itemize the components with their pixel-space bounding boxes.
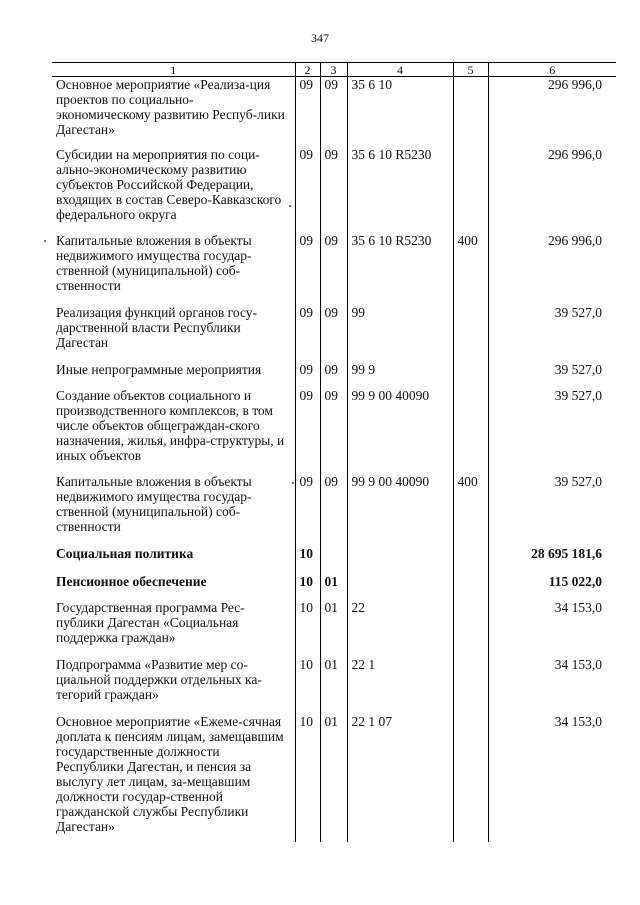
subsection-code-cell: 09 (320, 305, 347, 362)
subsection-code-cell: 09 (320, 388, 347, 474)
row-name-cell: Капитальные вложения в объекты недвижимого имущества государ-ственной (муниципальной) соб-ственности (56, 232, 252, 293)
row-name-cell: Подпрограмма «Развитие мер со-циальной поддержки отдельных ка-тегорий граждан» (56, 656, 262, 702)
target-article-cell: 99 9 (347, 362, 453, 388)
amount-cell: 39 527,0 (488, 362, 616, 388)
row-name-cell: Капитальные вложения в объекты недвижимого имущества государ-ственной (муниципальной) соб-ственности (56, 473, 252, 534)
row-name-cell: Государственная программа Рес-публики Дагестан «Социальная поддержка граждан» (56, 599, 245, 645)
expense-type-cell: 400 (453, 474, 488, 546)
table-row (52, 77, 616, 147)
subsection-code-cell: 09 (320, 362, 347, 388)
expense-type-cell (453, 388, 488, 474)
row-name-cell: Социальная политика (56, 545, 194, 561)
target-article-cell: 99 9 00 40090 (347, 474, 453, 546)
table-row (52, 546, 616, 574)
table-row (52, 474, 616, 546)
scan-speck (289, 205, 291, 207)
section-code-cell: 09 (295, 388, 320, 474)
target-article-cell: 35 6 10 R5230 (347, 233, 453, 305)
page-number: 347 (311, 31, 329, 45)
column-header-4: 4 (347, 63, 453, 77)
subsection-code-cell (320, 546, 347, 574)
expense-type-cell (453, 546, 488, 574)
target-article-cell: 22 1 (347, 657, 453, 714)
expense-type-cell (453, 305, 488, 362)
column-header-2: 2 (295, 63, 320, 77)
amount-cell: 34 153,0 (488, 657, 616, 714)
amount-cell: 34 153,0 (488, 600, 616, 657)
amount-cell: 296 996,0 (488, 77, 616, 147)
section-code-cell: 09 (295, 474, 320, 546)
table-row (52, 362, 616, 388)
scan-speck (44, 240, 46, 242)
table-row (52, 305, 616, 362)
expense-type-cell (453, 77, 488, 147)
section-code-cell: 10 (295, 657, 320, 714)
amount-cell: 39 527,0 (488, 474, 616, 546)
section-code-cell: 09 (295, 305, 320, 362)
subsection-code-cell: 09 (320, 147, 347, 233)
subsection-code-cell: 09 (320, 77, 347, 147)
amount-cell: 115 022,0 (488, 574, 616, 600)
target-article-cell: 35 6 10 (347, 77, 453, 147)
row-name-cell: Создание объектов социального и производственного комплексов, в том числе объектов общеграждан-ского назначения, жилья, инфра-структуры, и иных объектов (56, 387, 285, 463)
table-row (52, 574, 616, 600)
subsection-code-cell: 09 (320, 233, 347, 305)
expense-type-cell: 400 (453, 233, 488, 305)
table-row (52, 147, 616, 233)
table-row (52, 714, 616, 842)
table-row (52, 233, 616, 305)
amount-cell: 39 527,0 (488, 305, 616, 362)
expense-type-cell (453, 600, 488, 657)
target-article-cell: 99 (347, 305, 453, 362)
row-name-cell: Основное мероприятие «Ежеме-сячная доплата к пенсиям лицам, замещавшим государственные должности Республики Дагестан, и пенсия за выслугу лет лицам, за-мещавшим должности государ-ственной гражданской службы Республики Дагестан» (56, 713, 284, 834)
expense-type-cell (453, 574, 488, 600)
section-code-cell: 10 (295, 714, 320, 842)
row-name-cell: Иные непрограммные мероприятия (56, 361, 262, 377)
subsection-code-cell: 01 (320, 574, 347, 600)
section-code-cell: 09 (295, 233, 320, 305)
subsection-code-cell: 01 (320, 657, 347, 714)
table-header-row (52, 63, 616, 77)
amount-cell: 39 527,0 (488, 388, 616, 474)
table-row (52, 657, 616, 714)
row-name-cell: Реализация функций органов госу-дарственной власти Республики Дагестан (56, 304, 258, 350)
budget-table (52, 62, 616, 842)
target-article-cell (347, 546, 453, 574)
section-code-cell: 10 (295, 546, 320, 574)
column-header-3: 3 (320, 63, 347, 77)
column-header-6: 6 (488, 63, 616, 77)
row-name-cell: Субсидии на мероприятия по соци-ально-экономическому развитию субъектов Российской Федерации, входящих в состав Северо-Кавказского федерального округа (56, 146, 282, 222)
expense-type-cell (453, 147, 488, 233)
section-code-cell: 09 (295, 147, 320, 233)
target-article-cell (347, 574, 453, 600)
section-code-cell: 10 (295, 574, 320, 600)
section-code-cell: 10 (295, 600, 320, 657)
subsection-code-cell: 01 (320, 600, 347, 657)
subsection-code-cell: 01 (320, 714, 347, 842)
section-code-cell: 09 (295, 362, 320, 388)
row-name-cell: Основное мероприятие «Реализа-ция проектов по социально-экономическому развитию Респуб-лики Дагестан» (56, 77, 285, 137)
table-row (52, 600, 616, 657)
target-article-cell: 22 (347, 600, 453, 657)
amount-cell: 296 996,0 (488, 147, 616, 233)
section-code-cell: 09 (295, 77, 320, 147)
subsection-code-cell: 09 (320, 474, 347, 546)
row-name-cell: Пенсионное обеспечение (56, 573, 207, 589)
column-header-1: 1 (52, 63, 295, 77)
amount-cell: 28 695 181,6 (488, 546, 616, 574)
expense-type-cell (453, 657, 488, 714)
table-row (52, 388, 616, 474)
column-header-5: 5 (453, 63, 488, 77)
amount-cell: 296 996,0 (488, 233, 616, 305)
target-article-cell: 35 6 10 R5230 (347, 147, 453, 233)
amount-cell: 34 153,0 (488, 714, 616, 842)
target-article-cell: 99 9 00 40090 (347, 388, 453, 474)
expense-type-cell (453, 362, 488, 388)
scan-speck (292, 482, 294, 484)
expense-type-cell (453, 714, 488, 842)
target-article-cell: 22 1 07 (347, 714, 453, 842)
